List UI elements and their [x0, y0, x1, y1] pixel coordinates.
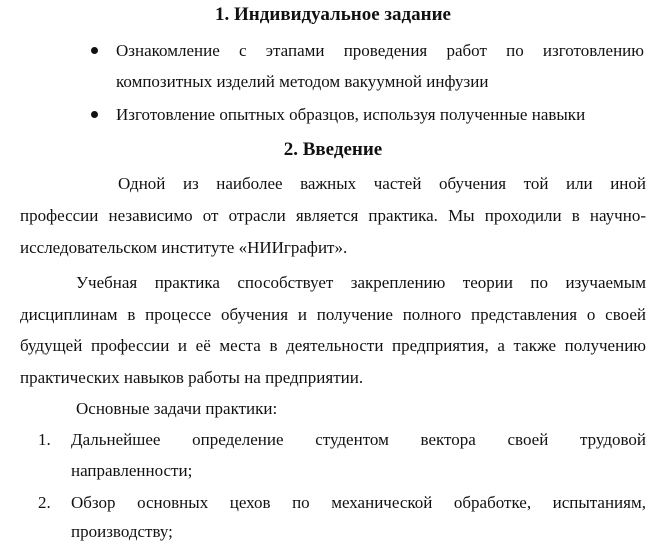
- bullet-1-line-1: Ознакомление с этапами проведения работ по изготовлению: [116, 41, 644, 60]
- paragraph-1-line-2: профессии независимо от отрасли является практика. Мы проходили в научно-: [20, 206, 646, 225]
- task-2-number: 2.: [38, 493, 51, 512]
- paragraph-2-line-2: дисциплинам в процессе обучения и получение полного представления о своей: [20, 305, 646, 324]
- task-2-line-1: Обзор основных цехов по механической обработке, испытаниям,: [71, 493, 646, 512]
- section-1-heading: 1. Индивидуальное задание: [215, 4, 451, 25]
- paragraph-2-line-1: Учебная практика способствует закреплению теории по изучаемым: [76, 273, 646, 292]
- bullet-marker: [91, 111, 98, 118]
- paragraph-1-line-1: Одной из наиболее важных частей обучения той или иной: [118, 174, 646, 193]
- task-1-number: 1.: [38, 430, 51, 449]
- paragraph-2-line-3: будущей профессии и её места в деятельности предприятия, а также получению: [20, 336, 646, 355]
- paragraph-1-line-3: исследовательском институте «НИИграфит».: [20, 238, 348, 257]
- bullet-marker: [91, 47, 98, 54]
- tasks-intro: Основные задачи практики:: [76, 399, 278, 418]
- bullet-1-line-2: композитных изделий методом вакуумной инфузии: [116, 72, 489, 91]
- bullet-2-line-1: Изготовление опытных образцов, используя полученные навыки: [116, 105, 586, 124]
- paragraph-2-line-4: практических навыков работы на предприятии.: [20, 368, 364, 387]
- task-2-line-2: производству;: [71, 522, 173, 541]
- task-1-line-1: Дальнейшее определение студентом вектора своей трудовой: [71, 430, 646, 449]
- task-1-line-2: направленности;: [71, 461, 193, 480]
- section-2-heading: 2. Введение: [283, 139, 383, 160]
